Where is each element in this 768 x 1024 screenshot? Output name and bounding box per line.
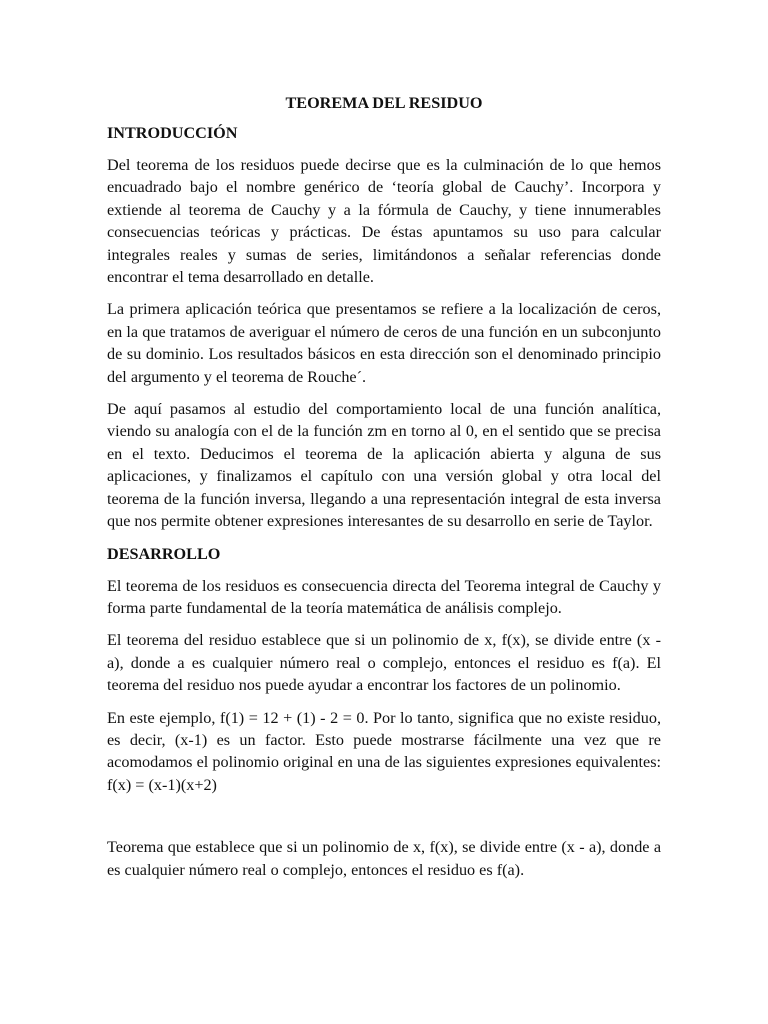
intro-paragraph-1: Del teorema de los residuos puede decirse que es la culminación de lo que hemos encuadrado bajo el nombre genérico de ‘teoría global de Cauchy’. Incorpora y extiende al teorema de Cauchy y a la fórmula de Cauchy, y tiene innumerables consecuencias teóricas y prácticas. De éstas apuntamos su uso para calcular integrales reales y sumas de series, limitándonos a señalar referencias donde encontrar el tema desarrollado en detalle. (107, 156, 661, 287)
desarrollo-paragraph-2: El teorema del residuo establece que si un polinomio de x, f(x), se divide entre (x - a), donde a es cualquier número real o complejo, entonces el residuo es f(a). El teorema del residuo nos puede ayudar a encontrar los factores de un polinomio. (107, 631, 661, 695)
desarrollo-paragraph-1: El teorema de los residuos es consecuencia directa del Teorema integral de Cauchy y forma parte fundamental de la teoría matemática de análisis complejo. (107, 576, 661, 617)
section-heading-desarrollo: DESARROLLO (107, 544, 221, 563)
intro-paragraph-3: De aquí pasamos al estudio del comportamiento local de una función analítica, viendo su analogía con el de la función zm en torno al 0, en el sentido que se precisa en el texto. Deducimos el teorema de la aplicación abierta y alguna de sus aplicaciones, y finalizamos el capítulo con una versión global y otra local del teorema de la función inversa, llegando a una representación integral de esta inversa que nos permite obtener expresiones interesantes de su desarrollo en serie de Taylor. (107, 400, 661, 531)
document-title: TEOREMA DEL RESIDUO (285, 94, 483, 112)
desarrollo-paragraph-3: En este ejemplo, f(1) = 12 + (1) - 2 = 0. Por lo tanto, significa que no existe residuo, es decir, (x-1) es un factor. Esto puede mostrarse fácilmente una vez que re acomodamos el polinomio original en una de las siguientes expresiones equivalentes: f(x) = (x-1)(x+2) (107, 708, 661, 794)
intro-paragraph-2: La primera aplicación teórica que presentamos se refiere a la localización de ceros, en la que tratamos de averiguar el número de ceros de una función en un subconjunto de su dominio. Los resultados básicos en esta dirección son el denominado principio del argumento y el teorema de Rouche´. (107, 300, 661, 386)
section-heading-introduccion: INTRODUCCIÓN (107, 124, 238, 142)
desarrollo-paragraph-4: Teorema que establece que si un polinomio de x, f(x), se divide entre (x - a), donde a es cualquier número real o complejo, entonces el residuo es f(a). (107, 838, 661, 879)
